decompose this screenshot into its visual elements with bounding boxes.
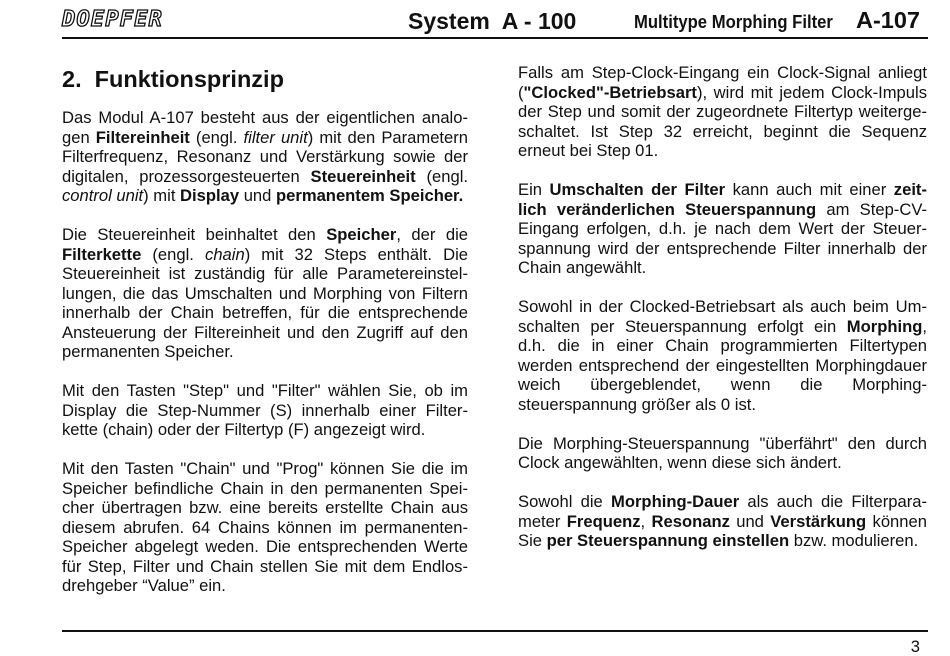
text-line xyxy=(62,147,468,167)
text-line xyxy=(62,557,468,577)
bold-text: Steuereinheit xyxy=(310,166,416,186)
text-run: Die Steuereinheit beinhaltet den xyxy=(62,225,327,245)
text-line xyxy=(518,180,927,200)
text-line xyxy=(62,401,468,421)
module-code: A-107 xyxy=(856,7,921,34)
paragraph xyxy=(518,180,927,278)
text-line xyxy=(62,284,468,304)
text-run: gen xyxy=(62,127,96,147)
text-line xyxy=(62,128,468,148)
text-run: Sie xyxy=(518,531,547,551)
text-run: als auch die Filterpara- xyxy=(739,492,927,512)
text-run: ) mit den Parametern xyxy=(307,127,469,147)
text-run: Display die Step-Nummer (S) innerhalb einer Filter- xyxy=(62,400,468,420)
italic-text: control unit xyxy=(62,186,144,206)
text-run: Falls am Step-Clock-Eingang ein Clock-Signal anliegt xyxy=(518,63,927,83)
bold-text: Umschalten der Filter xyxy=(549,180,726,200)
text-run: spannung wird der entsprechende Filter innerhalb der xyxy=(518,238,927,258)
bold-text: lich veränderlichen Steuerspannung xyxy=(518,199,817,219)
bold-text: permanentem Speicher. xyxy=(276,186,464,206)
text-run: Speicher befindliche Chain in den permanenten Spei- xyxy=(62,478,468,498)
text-line xyxy=(62,381,468,401)
italic-text: chain xyxy=(205,244,245,264)
text-run: Mit den Tasten "Step" und "Filter" wählen Sie, ob im xyxy=(62,381,468,401)
text-line xyxy=(62,498,468,518)
text-line xyxy=(518,336,927,356)
bold-text: Speicher xyxy=(326,225,397,245)
text-run: steuerspannung größer als 0 ist. xyxy=(518,394,756,414)
text-line xyxy=(518,141,927,161)
system-title: System A - 100 xyxy=(408,7,577,34)
text-run: diesem abrufen. 64 Chains können im permanenten- xyxy=(62,517,468,537)
text-run: kette (chain) oder der Filtertyp (F) angezeigt wird. xyxy=(62,420,426,440)
text-run: drehgeber “Value” ein. xyxy=(62,576,226,596)
text-run: Die Morphing-Steuerspannung "überfährt" den durch xyxy=(518,433,927,453)
text-run: Clock angewählten, wenn diese sich ändert. xyxy=(518,453,842,473)
text-line xyxy=(62,518,468,538)
text-line xyxy=(518,219,927,239)
text-run: am Step-CV- xyxy=(816,199,927,219)
left-column xyxy=(62,108,468,615)
text-line xyxy=(62,186,468,206)
text-run: Eingang erfolgen, d.h. je nach dem Wert der Steuer- xyxy=(518,219,927,239)
text-line xyxy=(62,576,468,596)
bold-text: Filterkette xyxy=(62,244,142,264)
text-line xyxy=(62,459,468,479)
text-run: Ansteuerung der Filtereinheit und den Zugriff auf den xyxy=(62,322,468,342)
text-line xyxy=(62,537,468,557)
text-line xyxy=(518,395,927,415)
text-run: permanenten Speicher. xyxy=(62,342,234,362)
text-run: ) mit xyxy=(143,186,181,206)
text-run: , xyxy=(922,316,927,336)
text-line xyxy=(62,167,468,187)
text-line xyxy=(62,264,468,284)
text-line xyxy=(518,531,927,551)
text-line xyxy=(62,479,468,499)
bold-text: zeit- xyxy=(893,180,927,200)
text-run: Sowohl die xyxy=(518,492,612,512)
footer-rule xyxy=(62,630,928,632)
text-line xyxy=(62,342,468,362)
text-run: ), wird mit jedem Clock-Impuls xyxy=(696,82,927,102)
text-run: der Step und somit der zugeordnete Filtertyp weiterge- xyxy=(518,102,927,122)
text-run: Das Modul A-107 besteht aus der eigentlichen analo- xyxy=(62,108,468,128)
bold-text: Resonanz xyxy=(651,511,730,531)
module-name: Multitype Morphing Filter xyxy=(634,11,833,33)
text-line xyxy=(518,512,927,532)
paragraph xyxy=(518,297,927,414)
text-run: ) mit 32 Steps enthält. Die xyxy=(244,244,469,264)
text-line xyxy=(62,420,468,440)
text-run: Steuereinheit ist zuständig für alle Parametereinstel- xyxy=(62,264,468,284)
text-line xyxy=(518,492,927,512)
text-run: Chain angewählt. xyxy=(518,258,647,278)
doepfer-logo: DOEPFER xyxy=(62,7,164,33)
text-run: (engl. xyxy=(415,166,468,186)
text-line xyxy=(518,83,927,103)
bold-text: Display xyxy=(180,186,240,206)
bold-text: Morphing xyxy=(846,316,923,336)
bold-text: per Steuerspannung einstellen xyxy=(546,531,790,551)
text-run: Ein xyxy=(518,180,550,200)
paragraph xyxy=(62,225,468,362)
text-line xyxy=(62,225,468,245)
text-run: werden entsprechend der eingestellten Morphingdauer xyxy=(518,355,927,375)
text-run: d.h. die in einer Chain programmierten Filtertypen xyxy=(518,336,927,356)
text-line xyxy=(518,122,927,142)
text-run: digitalen, prozessorgesteuerten xyxy=(62,166,311,186)
text-line xyxy=(518,375,927,395)
italic-text: filter unit xyxy=(243,127,308,147)
text-run: bzw. modulieren. xyxy=(789,531,919,551)
text-line xyxy=(518,434,927,454)
text-line xyxy=(518,239,927,259)
text-line xyxy=(518,453,927,473)
text-line xyxy=(62,323,468,343)
text-run: Mit den Tasten "Chain" und "Prog" können Sie die im xyxy=(62,459,468,479)
text-line xyxy=(518,63,927,83)
text-run: schaltet. Ist Step 32 erreicht, beginnt die Sequenz xyxy=(518,121,927,141)
text-run: lungen, die das Umschalten und Morphing von Filtern xyxy=(62,283,468,303)
text-run: schalten per Steuerspannung erfolgt ein xyxy=(518,316,847,336)
text-run: , xyxy=(640,511,652,531)
bold-text: Verstärkung xyxy=(770,511,867,531)
header-rule xyxy=(62,37,928,39)
text-run: kann auch mit einer xyxy=(725,180,894,200)
text-line xyxy=(518,102,927,122)
bold-text: "Clocked"-Betriebsart xyxy=(523,82,697,102)
text-run: innerhalb der Chain betreffen, für die entsprechende xyxy=(62,303,468,323)
text-run: meter xyxy=(518,511,567,531)
text-line xyxy=(62,108,468,128)
paragraph xyxy=(518,434,927,473)
paragraph xyxy=(62,381,468,440)
text-run: und xyxy=(239,186,276,206)
right-column xyxy=(518,63,927,570)
page-number: 3 xyxy=(910,636,920,656)
text-line xyxy=(518,258,927,278)
text-run: erneut bei Step 01. xyxy=(518,141,659,161)
paragraph xyxy=(62,108,468,206)
text-run: für Step, Filter und Chain stellen Sie mit dem Endlos- xyxy=(62,556,468,576)
bold-text: Filtereinheit xyxy=(95,127,190,147)
section-title: 2. Funktionsprinzip xyxy=(62,65,284,92)
text-run: (engl. xyxy=(141,244,206,264)
text-run: weich übergeblendet, wenn die Morphing- xyxy=(518,375,927,395)
text-run: und xyxy=(729,511,771,531)
text-line xyxy=(62,245,468,265)
text-line xyxy=(518,356,927,376)
paragraph xyxy=(518,492,927,551)
text-run: , der die xyxy=(396,225,468,245)
text-run: Filterfrequenz, Resonanz und Verstärkung sowie der xyxy=(62,147,468,167)
text-line xyxy=(518,200,927,220)
text-run: Speicher abgelegt weden. Die entsprechenden Werte xyxy=(62,537,468,557)
text-line xyxy=(62,303,468,323)
text-run: cher übertragen bzw. eine bereits erstellte Chain aus xyxy=(62,498,468,518)
text-line xyxy=(518,317,927,337)
text-run: können xyxy=(866,511,927,531)
paragraph xyxy=(62,459,468,596)
text-run: Sowohl in der Clocked-Betriebsart als auch beim Um- xyxy=(518,297,927,317)
text-line xyxy=(518,297,927,317)
text-run: (engl. xyxy=(189,127,244,147)
text-run: ( xyxy=(518,82,524,102)
bold-text: Frequenz xyxy=(566,511,641,531)
bold-text: Morphing-Dauer xyxy=(611,492,740,512)
paragraph xyxy=(518,63,927,161)
